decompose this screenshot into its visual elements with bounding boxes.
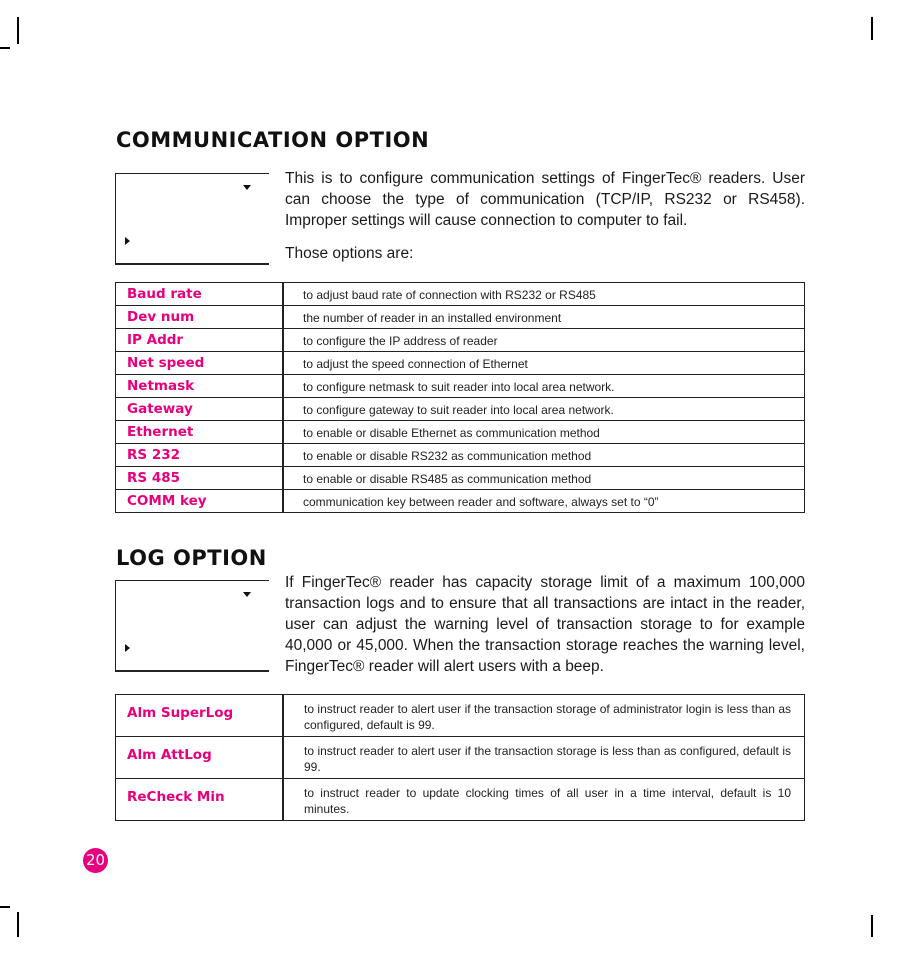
- table-row: [116, 375, 805, 398]
- option-name: Alm AttLog: [116, 737, 284, 779]
- option-name: IP Addr: [116, 329, 284, 352]
- option-name: Alm SuperLog: [116, 695, 284, 737]
- option-description: to adjust the speed connection of Ethernet: [283, 352, 805, 375]
- option-name: RS 485: [116, 467, 284, 490]
- table-row: [116, 467, 805, 490]
- arrow-right-icon: [125, 237, 130, 245]
- crop-mark: [0, 47, 10, 49]
- option-description: to configure gateway to suit reader into local area network.: [283, 398, 805, 421]
- option-description: to configure netmask to suit reader into local area network.: [283, 375, 805, 398]
- table-row: [116, 421, 805, 444]
- option-description: to instruct reader to update clocking times of all user in a time interval, default is 10 minutes.: [283, 779, 805, 821]
- table-row: [116, 490, 805, 513]
- table-row: [116, 444, 805, 467]
- crop-mark: [17, 17, 19, 44]
- option-description: to instruct reader to alert user if the transaction storage is less than as configured, default is 99.: [283, 737, 805, 779]
- option-name: Netmask: [116, 375, 284, 398]
- arrow-right-icon: [125, 644, 130, 652]
- log-options-table: [115, 694, 805, 821]
- communication-options-table: [115, 282, 805, 513]
- option-name: ReCheck Min: [116, 779, 284, 821]
- table-row: [116, 306, 805, 329]
- communication-description: This is to configure communication settings of FingerTec® readers. User can choose the type of communication (TCP/IP, RS232 or RS458). Improper settings will cause connection to computer to fail.: [285, 170, 805, 229]
- option-name: Net speed: [116, 352, 284, 375]
- option-description: to enable or disable Ethernet as communication method: [283, 421, 805, 444]
- option-name: RS 232: [116, 444, 284, 467]
- table-row: [116, 329, 805, 352]
- option-description: to instruct reader to alert user if the transaction storage of administrator login is less than as configured, default is 99.: [283, 695, 805, 737]
- log-description: If FingerTec® reader has capacity storage limit of a maximum 100,000 transaction logs and to ensure that all transactions are intact in the reader, user can adjust the warning level of transaction storage to for example 40,000 or 45,000. When the transaction storage reaches the warning level, FingerTec® reader will alert users with a beep.: [285, 574, 805, 675]
- crop-mark: [17, 912, 19, 937]
- option-name: Gateway: [116, 398, 284, 421]
- option-name: Ethernet: [116, 421, 284, 444]
- arrow-down-icon: [243, 592, 251, 597]
- page-number-badge: 20: [83, 848, 108, 873]
- table-row: [116, 737, 805, 779]
- log-option-title: LOG OPTION: [116, 546, 267, 570]
- arrow-down-icon: [243, 185, 251, 190]
- option-name: COMM key: [116, 490, 284, 513]
- option-description: to enable or disable RS232 as communication method: [283, 444, 805, 467]
- table-row: [116, 352, 805, 375]
- table-row: [116, 283, 805, 306]
- table-row: [116, 398, 805, 421]
- option-name: Baud rate: [116, 283, 284, 306]
- communication-options-intro: Those options are:: [285, 245, 414, 262]
- option-description: to adjust baud rate of connection with RS232 or RS485: [283, 283, 805, 306]
- communication-screen-illustration: [115, 173, 269, 265]
- option-description: to enable or disable RS485 as communication method: [283, 467, 805, 490]
- crop-mark: [0, 906, 10, 908]
- option-name: Dev num: [116, 306, 284, 329]
- crop-mark: [871, 915, 873, 937]
- communication-option-title: COMMUNICATION OPTION: [116, 128, 430, 152]
- option-description: communication key between reader and software, always set to “0”: [283, 490, 805, 513]
- crop-mark: [871, 17, 873, 40]
- table-row: [116, 779, 805, 821]
- table-row: [116, 695, 805, 737]
- log-screen-illustration: [115, 580, 269, 672]
- option-description: to configure the IP address of reader: [283, 329, 805, 352]
- option-description: the number of reader in an installed environment: [283, 306, 805, 329]
